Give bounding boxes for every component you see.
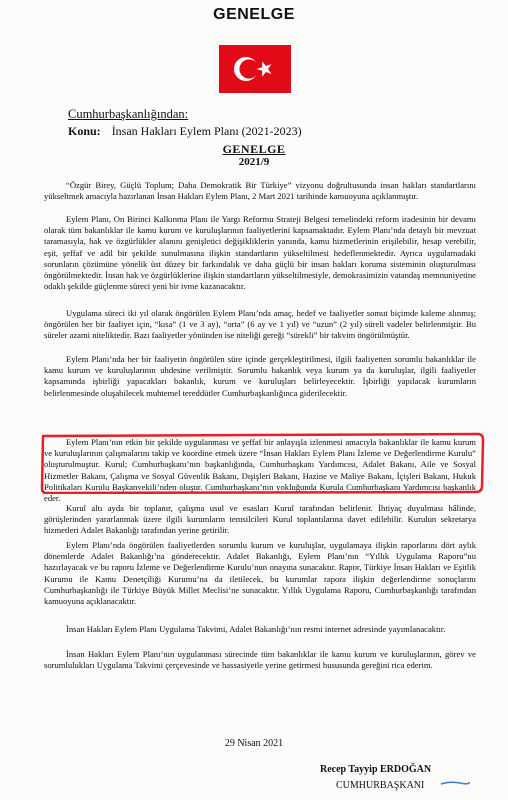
flag-crescent-inner [239, 59, 258, 78]
subject-line [68, 124, 302, 139]
circular-title: GENELGE [222, 142, 286, 156]
paragraph-8: İnsan Hakları Eylem Planı Uygulama Takvimi, Adalet Bakanlığı’nın resmi internet adresinde yayımlanacaktır. [66, 624, 446, 634]
paragraph-3: Uygulama süreci iki yıl olarak öngörülen Eylem Planı’nda amaç, hedef ve faaliyetler somut biçimde kaleme alınmış; öngörülen her bir faaliyet için, “kısa” (1 ve 3 ay), “orta” (6 ay ve 1 yıl) ve “uzun” (2 yıl) süreli vadeler belirlenmiştir. Bu süreler azami niteliktedir. Bazı faaliyetler yönünden ise niteliği gereği “sürekli” bir takvim öngörülmüştür. [44, 308, 476, 341]
paragraph-2: Eylem Planı, On Birinci Kalkınma Planı ile Yargı Reformu Strateji Belgesi temelindeki reform iradesinin bir devamı olarak tüm bakanlıklar ile kamu kurum ve kuruluşlarının faaliyetlerini kapsamaktadır. Eylem Planı’nda detaylı bir mevzuat taramasıyla, hak ve özgürlükler alanını genişletici değişikliklerin yanında, kamu hizmetlerinin erişilebilir, hesap verebilir, eşit, şeffaf ve adil bir şekilde sunulmasına ilişkin standartların yükseltilmesi hedeflenmektedir. Ayrıca uygulamadaki sorunların çözümüne yönelik üst düzey bir farkındalık ve daha güçlü bir insan hakları koruma sisteminin oluşturulması öngörülmektedir. İnsan hak ve özgürlüklerine ilişkin standartların yükseltilmesiyle, demokrasimizin vatandaş memnuniyetine odaklı şekilde güçlenme süreci yeni bir ivme kazanacaktır. [44, 214, 476, 292]
paragraph-4: Eylem Planı’nda her bir faaliyetin öngörülen süre içinde gerçekleştirilmesi, ilgili faaliyetten sorumlu bakanlıklar ile kamu kurum ve kuruluşlarının uhdesine verilmiştir. Sorumlu bakanlık veya kurum ya da kuruluşlar, ilgili faaliyetler kapsamında işbirliği yapacakları bakanlık, kurum ve kuruluşları belirleyecektir. İşbirliği yapılacak kurumların belirlenmesinde oluşabilecek muhtemel tereddütler Cumhurbaşkanlığınca giderilecektir. [44, 354, 476, 398]
paragraph-7: Eylem Planı’nda öngörülen faaliyetlerden sorumlu kurum ve kuruluşlar, uygulamaya ilişkin raporlarını dört aylık dönemlerde Adalet Bakanlığı’na gönderecektir. Adalet Bakanlığı, Eylem Planı’nın “Yıllık Uygulama Raporu”nu hazırlayacak ve bu raporu İzleme ve Değerlendirme Kurulu’nun onayına sunacaktır. Rapor, Türkiye İnsan Hakları ve Eşitlik Kurumu ile Kamu Denetçiliği Kurumu’na da iletilecek, bu kurumlar rapora ilişkin değerlendirme sonuçlarını Cumhurbaşkanlığı ile Türkiye Büyük Millet Meclisi’ne sunacaktır. Yıllık Uygulama Raporu, Cumhurbaşkanlığı tarafından kamuoyuna açıklanacaktır. [44, 540, 476, 607]
subject-label: Konu: [68, 124, 101, 138]
paragraph-5: Eylem Planı’nın etkin bir şekilde uygulanması ve şeffaf bir anlayışla izlenmesi amacıyla bakanlıklar ile kamu kurum ve kuruluşlarının çalışmalarını takip ve koordine etmek üzere “İnsan Hakları Eylem Planı İzleme ve Değerlendirme Kurulu” oluşturulmuştur. Kurul; Cumhurbaşkanı’nın başkanlığında, Cumhurbaşkanı Yardımcısı, Adalet Bakanı, Aile ve Sosyal Hizmetler Bakanı, Çalışma ve Sosyal Güvenlik Bakanı, Dışişleri Bakanı, Hazine ve Maliye Bakanı, İçişleri Bakanı, Hukuk Politikaları Kurulu Başkanvekili’nden oluşur. Cumhurbaşkanı’nın yokluğunda Kurula Cumhurbaşkanı Yardımcısı başkanlık eder. [44, 437, 476, 504]
paragraph-9: İnsan Hakları Eylem Planı’nın uygulanması sürecinde tüm bakanlıklar ile kamu kurum ve kuruluşlarının, görev ve sorumlulukları Uygulama Takvimi çerçevesinde ve hassasiyetle yerine getirmesi hususunda gereğini rica ederim. [44, 649, 476, 671]
turkish-flag-icon [219, 45, 291, 93]
subject-text: İnsan Hakları Eylem Planı (2021-2023) [111, 124, 302, 138]
sender-line: Cumhurbaşkanlığından: [68, 107, 189, 121]
paragraph-1: “Özgür Birey, Güçlü Toplum; Daha Demokratik Bir Türkiye” vizyonu doğrultusunda insan hakları standartlarını yükseltmek amacıyla hazırlanan İnsan Hakları Eylem Planı, 2 Mart 2021 tarihinde kamuoyuna açıklanmıştır. [44, 180, 476, 202]
document-date: 29 Nisan 2021 [224, 738, 284, 749]
red-highlight-annotation [40, 432, 485, 494]
page-title: GENELGE [213, 6, 295, 23]
signature-pen-mark [440, 780, 470, 786]
paragraph-6: Kurul altı ayda bir toplanır, çalışma usul ve esasları Kurul tarafından belirlenir. İhtiyaç duyulması hâlinde, görüşlerinden yararlanmak üzere ilgili kurumların temsilcileri Kurul toplantılarına davet edilebilir. Kurulun sekretarya hizmetleri Adalet Bakanlığı tarafından yerine getirilir. [44, 503, 476, 536]
signatory-name: Recep Tayyip ERDOĞAN [320, 764, 432, 775]
signatory-title: CUMHURBAŞKANI [336, 780, 425, 791]
circular-number: 2021/9 [238, 156, 270, 168]
